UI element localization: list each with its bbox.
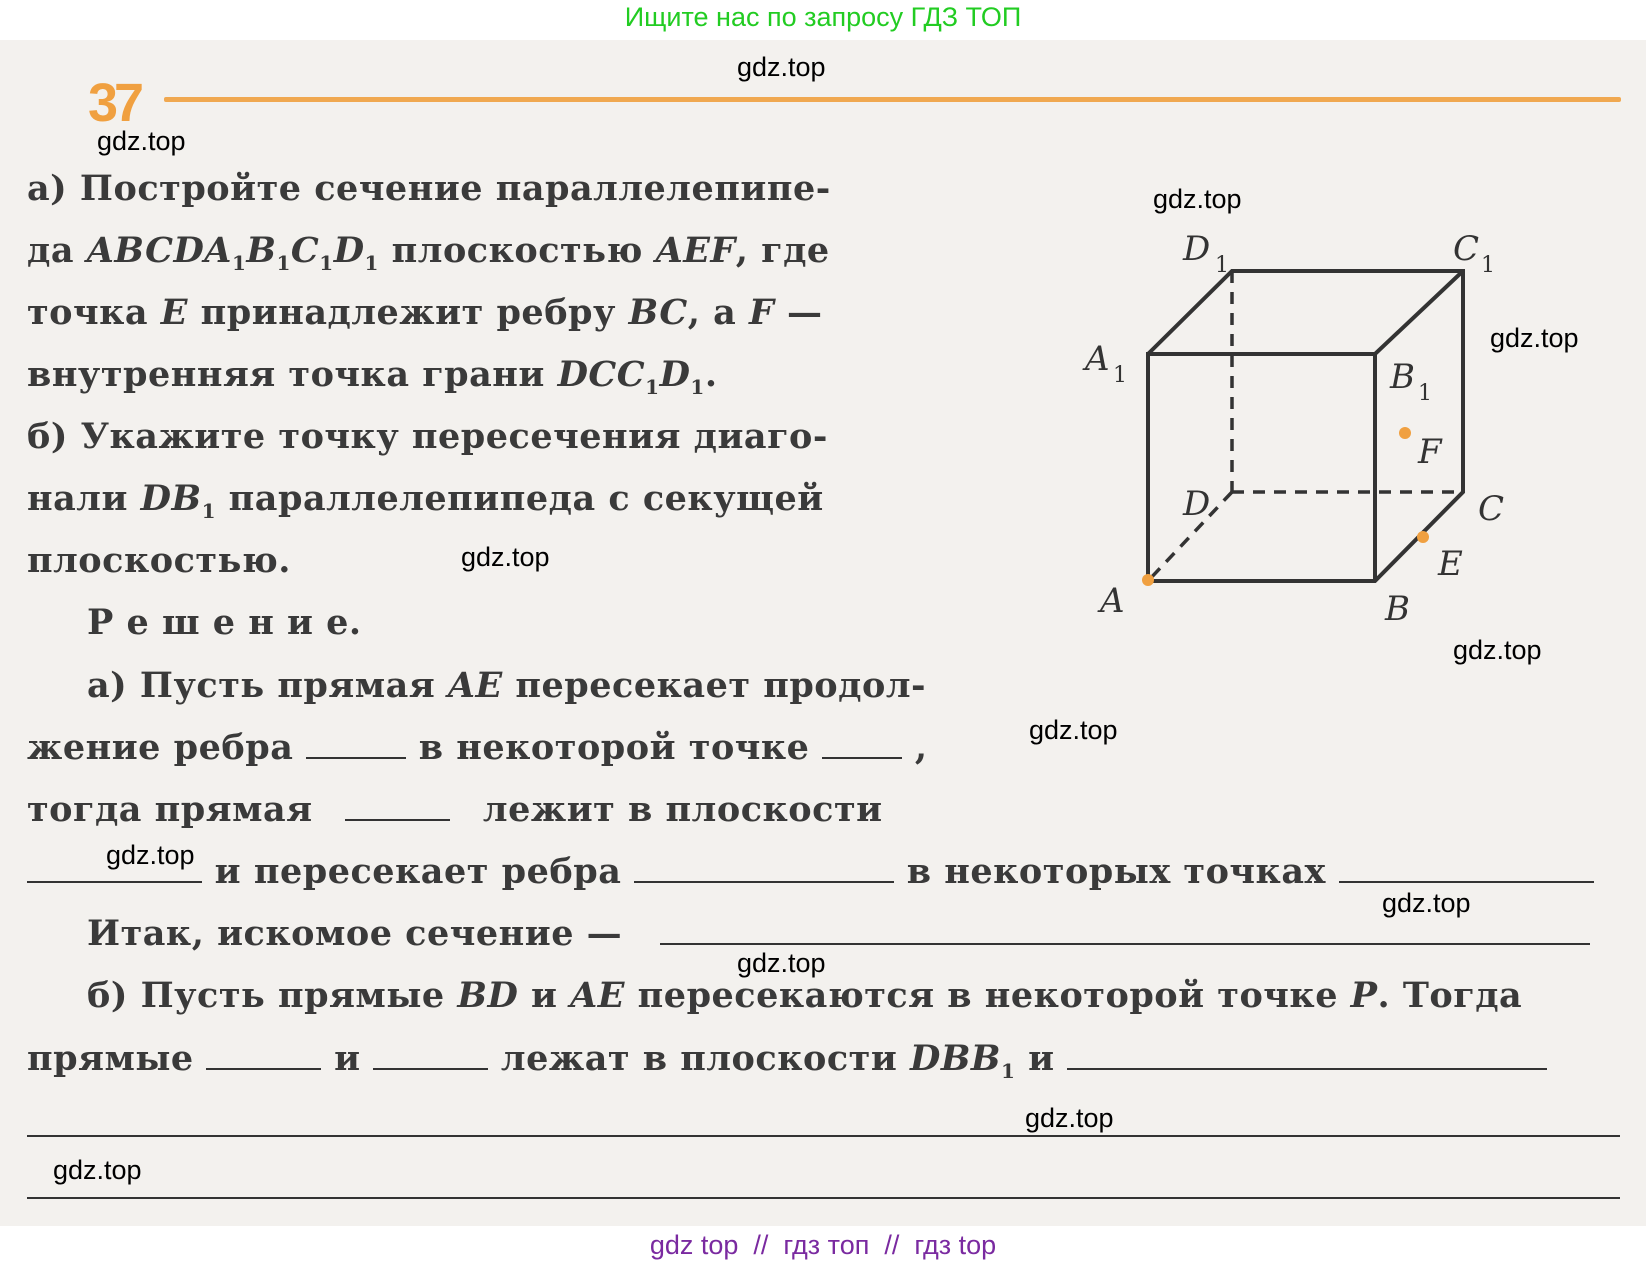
- watermark: gdz.top: [1490, 323, 1579, 353]
- label-b: B: [1385, 589, 1410, 629]
- label-f: F: [1418, 432, 1442, 472]
- svg-text:1: 1: [1113, 363, 1127, 388]
- point-f-marker: [1399, 427, 1411, 439]
- text-line: внутренняя точка грани $DCC_1D_1$.: [27, 354, 718, 399]
- text-line: жение ребра в некоторой точке ,: [27, 727, 928, 768]
- svg-text:1: 1: [1418, 381, 1432, 406]
- label-b1: B: [1390, 357, 1415, 397]
- watermark: gdz.top: [53, 1155, 142, 1185]
- watermark: gdz.top: [1153, 184, 1242, 214]
- task-number: 37: [88, 73, 141, 133]
- watermark: gdz.top: [1453, 635, 1542, 665]
- promo-banner: Ищите нас по запросу ГДЗ ТОП: [624, 2, 1022, 32]
- point-a-marker: [1142, 574, 1154, 586]
- text-line: плоскостью.: [27, 540, 291, 581]
- svg-text:1: 1: [1481, 253, 1495, 278]
- watermark: gdz.top: [97, 126, 186, 156]
- watermark: gdz.top: [1025, 1103, 1114, 1133]
- label-d: D: [1183, 484, 1211, 524]
- text-line: прямые и лежат в плоскости $DBB_1$ и: [27, 1038, 1547, 1083]
- text-line: а) Постройте сечение параллелепипе-: [27, 168, 831, 209]
- label-d1: D: [1183, 229, 1211, 269]
- point-e-marker: [1417, 531, 1429, 543]
- label-e: E: [1438, 544, 1463, 584]
- text-line: нали $DB_1$ параллелепипеда с секущей: [27, 478, 824, 523]
- text-line: а) Пусть прямая AE пересекает продол-: [87, 665, 927, 706]
- label-a1: A: [1085, 339, 1110, 379]
- solution-heading: Р е ш е н и е.: [87, 602, 362, 643]
- watermark: gdz.top: [1382, 888, 1471, 918]
- solid-edges: [1148, 271, 1463, 581]
- text-line: тогда прямая лежит в плоскости: [27, 789, 883, 830]
- text-line: да $ABCDA_1B_1C_1D_1$ плоскостью AEF, где: [27, 230, 830, 275]
- label-a: A: [1100, 581, 1125, 621]
- watermark: gdz.top: [106, 840, 195, 870]
- text-line: б) Пусть прямые BD и AE пересекаются в некоторой точке P. Тогда: [87, 975, 1523, 1016]
- label-c: C: [1478, 489, 1505, 529]
- watermark: gdz.top: [737, 52, 826, 82]
- text-line: и пересекает ребра в некоторых точках: [27, 851, 1594, 892]
- text-line: Итак, искомое сечение —: [87, 913, 1590, 954]
- text-line: б) Укажите точку пересечения диаго-: [27, 416, 828, 457]
- watermark: gdz.top: [737, 948, 826, 978]
- svg-text:1: 1: [1215, 253, 1229, 278]
- label-c1: C: [1453, 229, 1480, 269]
- watermark: gdz.top: [461, 542, 550, 572]
- text-line: точка E принадлежит ребру BC, а F —: [27, 292, 823, 333]
- watermark: gdz.top: [1029, 715, 1118, 745]
- footer-banner: gdz top // гдз топ // гдз top: [649, 1230, 997, 1260]
